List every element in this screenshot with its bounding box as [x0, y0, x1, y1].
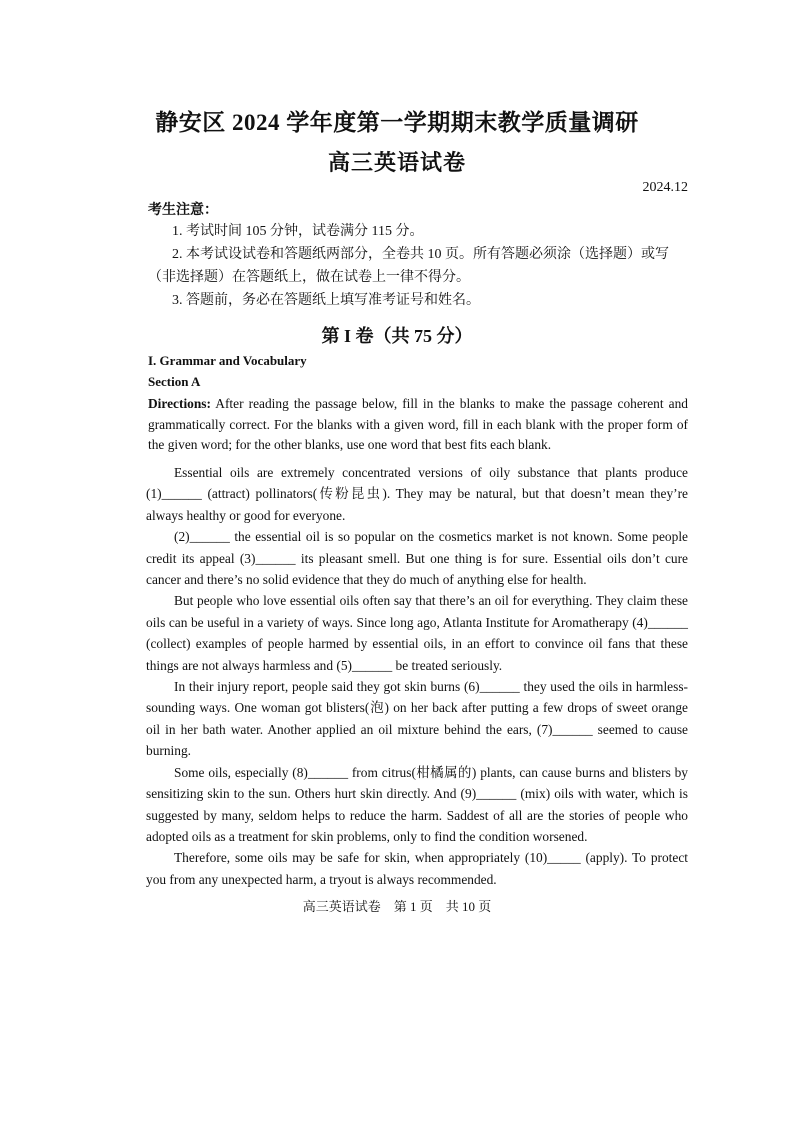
passage-paragraph: In their injury report, people said they got skin burns (6)______ they used the oils in harmless-sounding ways. One woman got blisters(泡) on her back after putting a few drops of sweet orange oil in her bath water. Another applied an oil mixture behind the ears, (7)______ seemed to cause burning.: [146, 679, 688, 759]
exam-date: 2024.12: [642, 180, 688, 195]
passage: [146, 462, 688, 890]
section-subheading: Section A: [148, 374, 201, 389]
section-heading: I. Grammar and Vocabulary: [148, 353, 307, 368]
part-title: 第 I 卷（共 75 分）: [321, 326, 473, 346]
exam-subtitle: 高三英语试卷: [327, 150, 466, 175]
notice-list: [148, 220, 688, 312]
exam-title: 静安区 2024 学年度第一学期期末教学质量调研: [155, 110, 639, 135]
passage-paragraph: Therefore, some oils may be safe for skin, when appropriately (10)_____ (apply). To protect you from any unexpected harm, a tryout is always recommended.: [146, 850, 688, 887]
directions-label: Directions:: [148, 396, 211, 411]
passage-paragraph: (2)______ the essential oil is so popular on the cosmetics market is not known. Some people credit its appeal (3)______ its pleasant smell. But one thing is for sure. Essential oils don’t cure cancer and there’s no solid evidence that they do much of anything else for health.: [146, 529, 688, 588]
notice-item: 1. 考试时间 105 分钟，试卷满分 115 分。: [172, 224, 424, 239]
notice-item: 3. 答题前，务必在答题纸上填写准考证号和姓名。: [172, 293, 480, 308]
passage-paragraph: But people who love essential oils often say that there’s an oil for everything. They claim these oils can be useful in a variety of ways. Since long ago, Atlanta Institute for Aromatherapy (4)______ (collect) examples of people harmed by essential oils, in an effort to convince oil fans that these things are not always harmless and (5)______ be treated seriously.: [146, 593, 688, 673]
notice-item: 2. 本考试设试卷和答题纸两部分，全卷共 10 页。所有答题必须涂（选择题）或写（非选择题）在答题纸上，做在试卷上一律不得分。: [148, 247, 669, 285]
passage-paragraph: Some oils, especially (8)______ from citrus(柑橘属的) plants, can cause burns and blisters by sensitizing skin to the sun. Others hurt skin directly. And (9)______ (mix) oils with water, which is suggested by many, seldom helps to reduce the harm. Saddest of all are the stories of people who adopted oils as a treatment for skin problems, only to find the condition worsened.: [146, 764, 688, 844]
page-footer: 高三英语试卷 第 1 页 共 10 页: [302, 899, 492, 914]
passage-paragraph: Essential oils are extremely concentrated versions of oily substance that plants produce (1)______ (attract) pollinators(传粉昆虫). They may be natural, but that doesn’t mean they’re always healthy or good for everyone.: [146, 465, 688, 523]
directions: [148, 394, 688, 456]
directions-text: After reading the passage below, fill in the blanks to make the passage coherent and grammatically correct. For the blanks with a given word, fill in each blank with the proper form of the given word; for the other blanks, use one word that best fits each blank.: [148, 396, 688, 452]
notice-heading: 考生注意：: [148, 203, 218, 218]
